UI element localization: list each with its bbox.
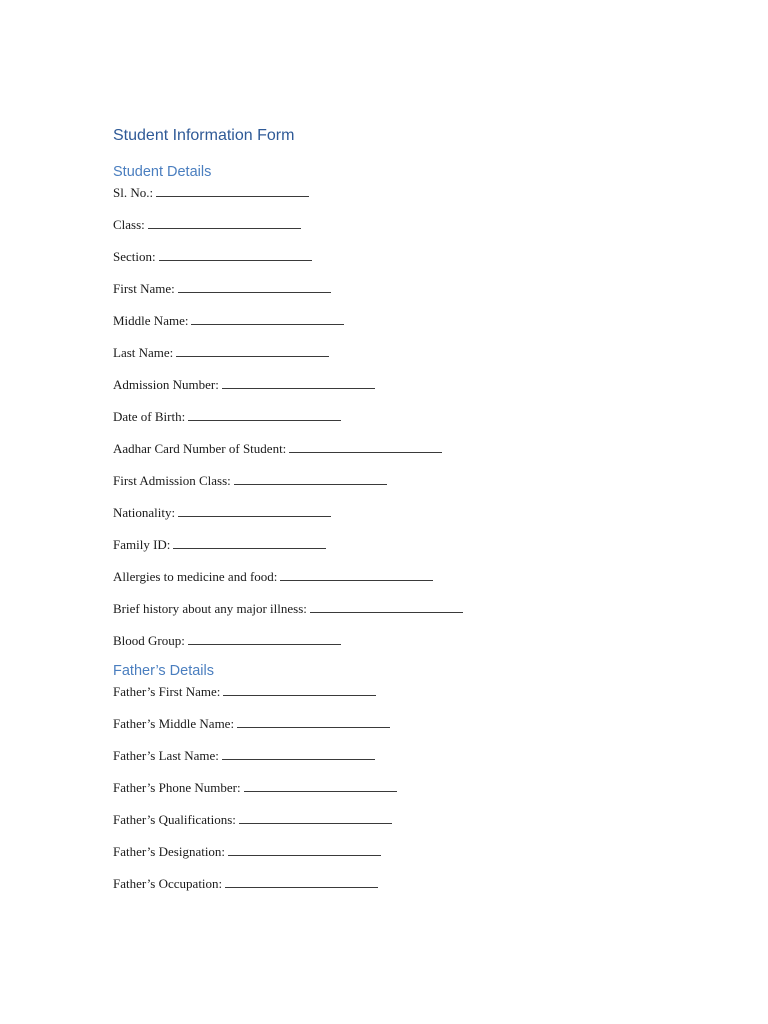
field-blank[interactable] (156, 183, 309, 197)
field-date-of-birth (113, 407, 713, 427)
field-blank[interactable] (310, 599, 463, 613)
field-father-last-name (113, 746, 713, 766)
field-father-designation (113, 842, 713, 862)
field-label: Father’s Qualifications: (113, 812, 236, 827)
field-blank[interactable] (237, 714, 390, 728)
field-label: Class: (113, 217, 145, 232)
field-blank[interactable] (173, 535, 326, 549)
field-middle-name (113, 311, 713, 331)
field-blank[interactable] (191, 311, 344, 325)
field-label: Father’s First Name: (113, 684, 221, 699)
field-label: Father’s Occupation: (113, 876, 223, 891)
field-label: Middle Name: (113, 313, 189, 328)
field-blank[interactable] (280, 567, 433, 581)
field-blood-group (113, 631, 713, 651)
field-label: First Name: (113, 281, 175, 296)
field-blank[interactable] (239, 810, 392, 824)
field-blank[interactable] (289, 439, 442, 453)
father-details-heading: Father’s Details (113, 663, 215, 679)
field-label: Father’s Last Name: (113, 748, 219, 763)
form-content (113, 124, 713, 894)
field-illness-history (113, 599, 713, 619)
field-blank[interactable] (178, 279, 331, 293)
field-label: Aadhar Card Number of Student: (113, 441, 287, 456)
field-label: Sl. No.: (113, 185, 154, 200)
field-blank[interactable] (176, 343, 329, 357)
field-label: Father’s Phone Number: (113, 780, 241, 795)
field-father-middle-name (113, 714, 713, 734)
field-blank[interactable] (223, 682, 376, 696)
field-blank[interactable] (188, 407, 341, 421)
field-label: Nationality: (113, 505, 176, 520)
field-blank[interactable] (188, 631, 341, 645)
field-blank[interactable] (244, 778, 397, 792)
field-father-qualifications (113, 810, 713, 830)
field-section (113, 247, 713, 267)
field-first-admission-class (113, 471, 713, 491)
field-blank[interactable] (234, 471, 387, 485)
father-details-fields (113, 682, 713, 894)
field-blank[interactable] (222, 375, 375, 389)
field-father-first-name (113, 682, 713, 702)
field-last-name (113, 343, 713, 363)
field-label: Admission Number: (113, 377, 219, 392)
field-label: Family ID: (113, 537, 171, 552)
field-aadhar-number (113, 439, 713, 459)
field-label: Date of Birth: (113, 409, 186, 424)
field-admission-number (113, 375, 713, 395)
field-label: Father’s Middle Name: (113, 716, 235, 731)
field-label: First Admission Class: (113, 473, 231, 488)
field-label: Brief history about any major illness: (113, 601, 307, 616)
field-blank[interactable] (228, 842, 381, 856)
field-allergies (113, 567, 713, 587)
field-family-id (113, 535, 713, 555)
field-first-name (113, 279, 713, 299)
field-class (113, 215, 713, 235)
field-sl-no (113, 183, 713, 203)
form-title: Student Information Form (113, 127, 295, 144)
field-label: Allergies to medicine and food: (113, 569, 278, 584)
field-label: Section: (113, 249, 156, 264)
field-father-phone (113, 778, 713, 798)
field-nationality (113, 503, 713, 523)
field-blank[interactable] (159, 247, 312, 261)
field-blank[interactable] (148, 215, 301, 229)
field-blank[interactable] (178, 503, 331, 517)
field-label: Last Name: (113, 345, 174, 360)
field-father-occupation (113, 874, 713, 894)
field-blank[interactable] (225, 874, 378, 888)
field-label: Father’s Designation: (113, 844, 226, 859)
student-details-fields (113, 183, 713, 651)
field-blank[interactable] (222, 746, 375, 760)
field-label: Blood Group: (113, 633, 185, 648)
student-details-heading: Student Details (113, 164, 212, 180)
